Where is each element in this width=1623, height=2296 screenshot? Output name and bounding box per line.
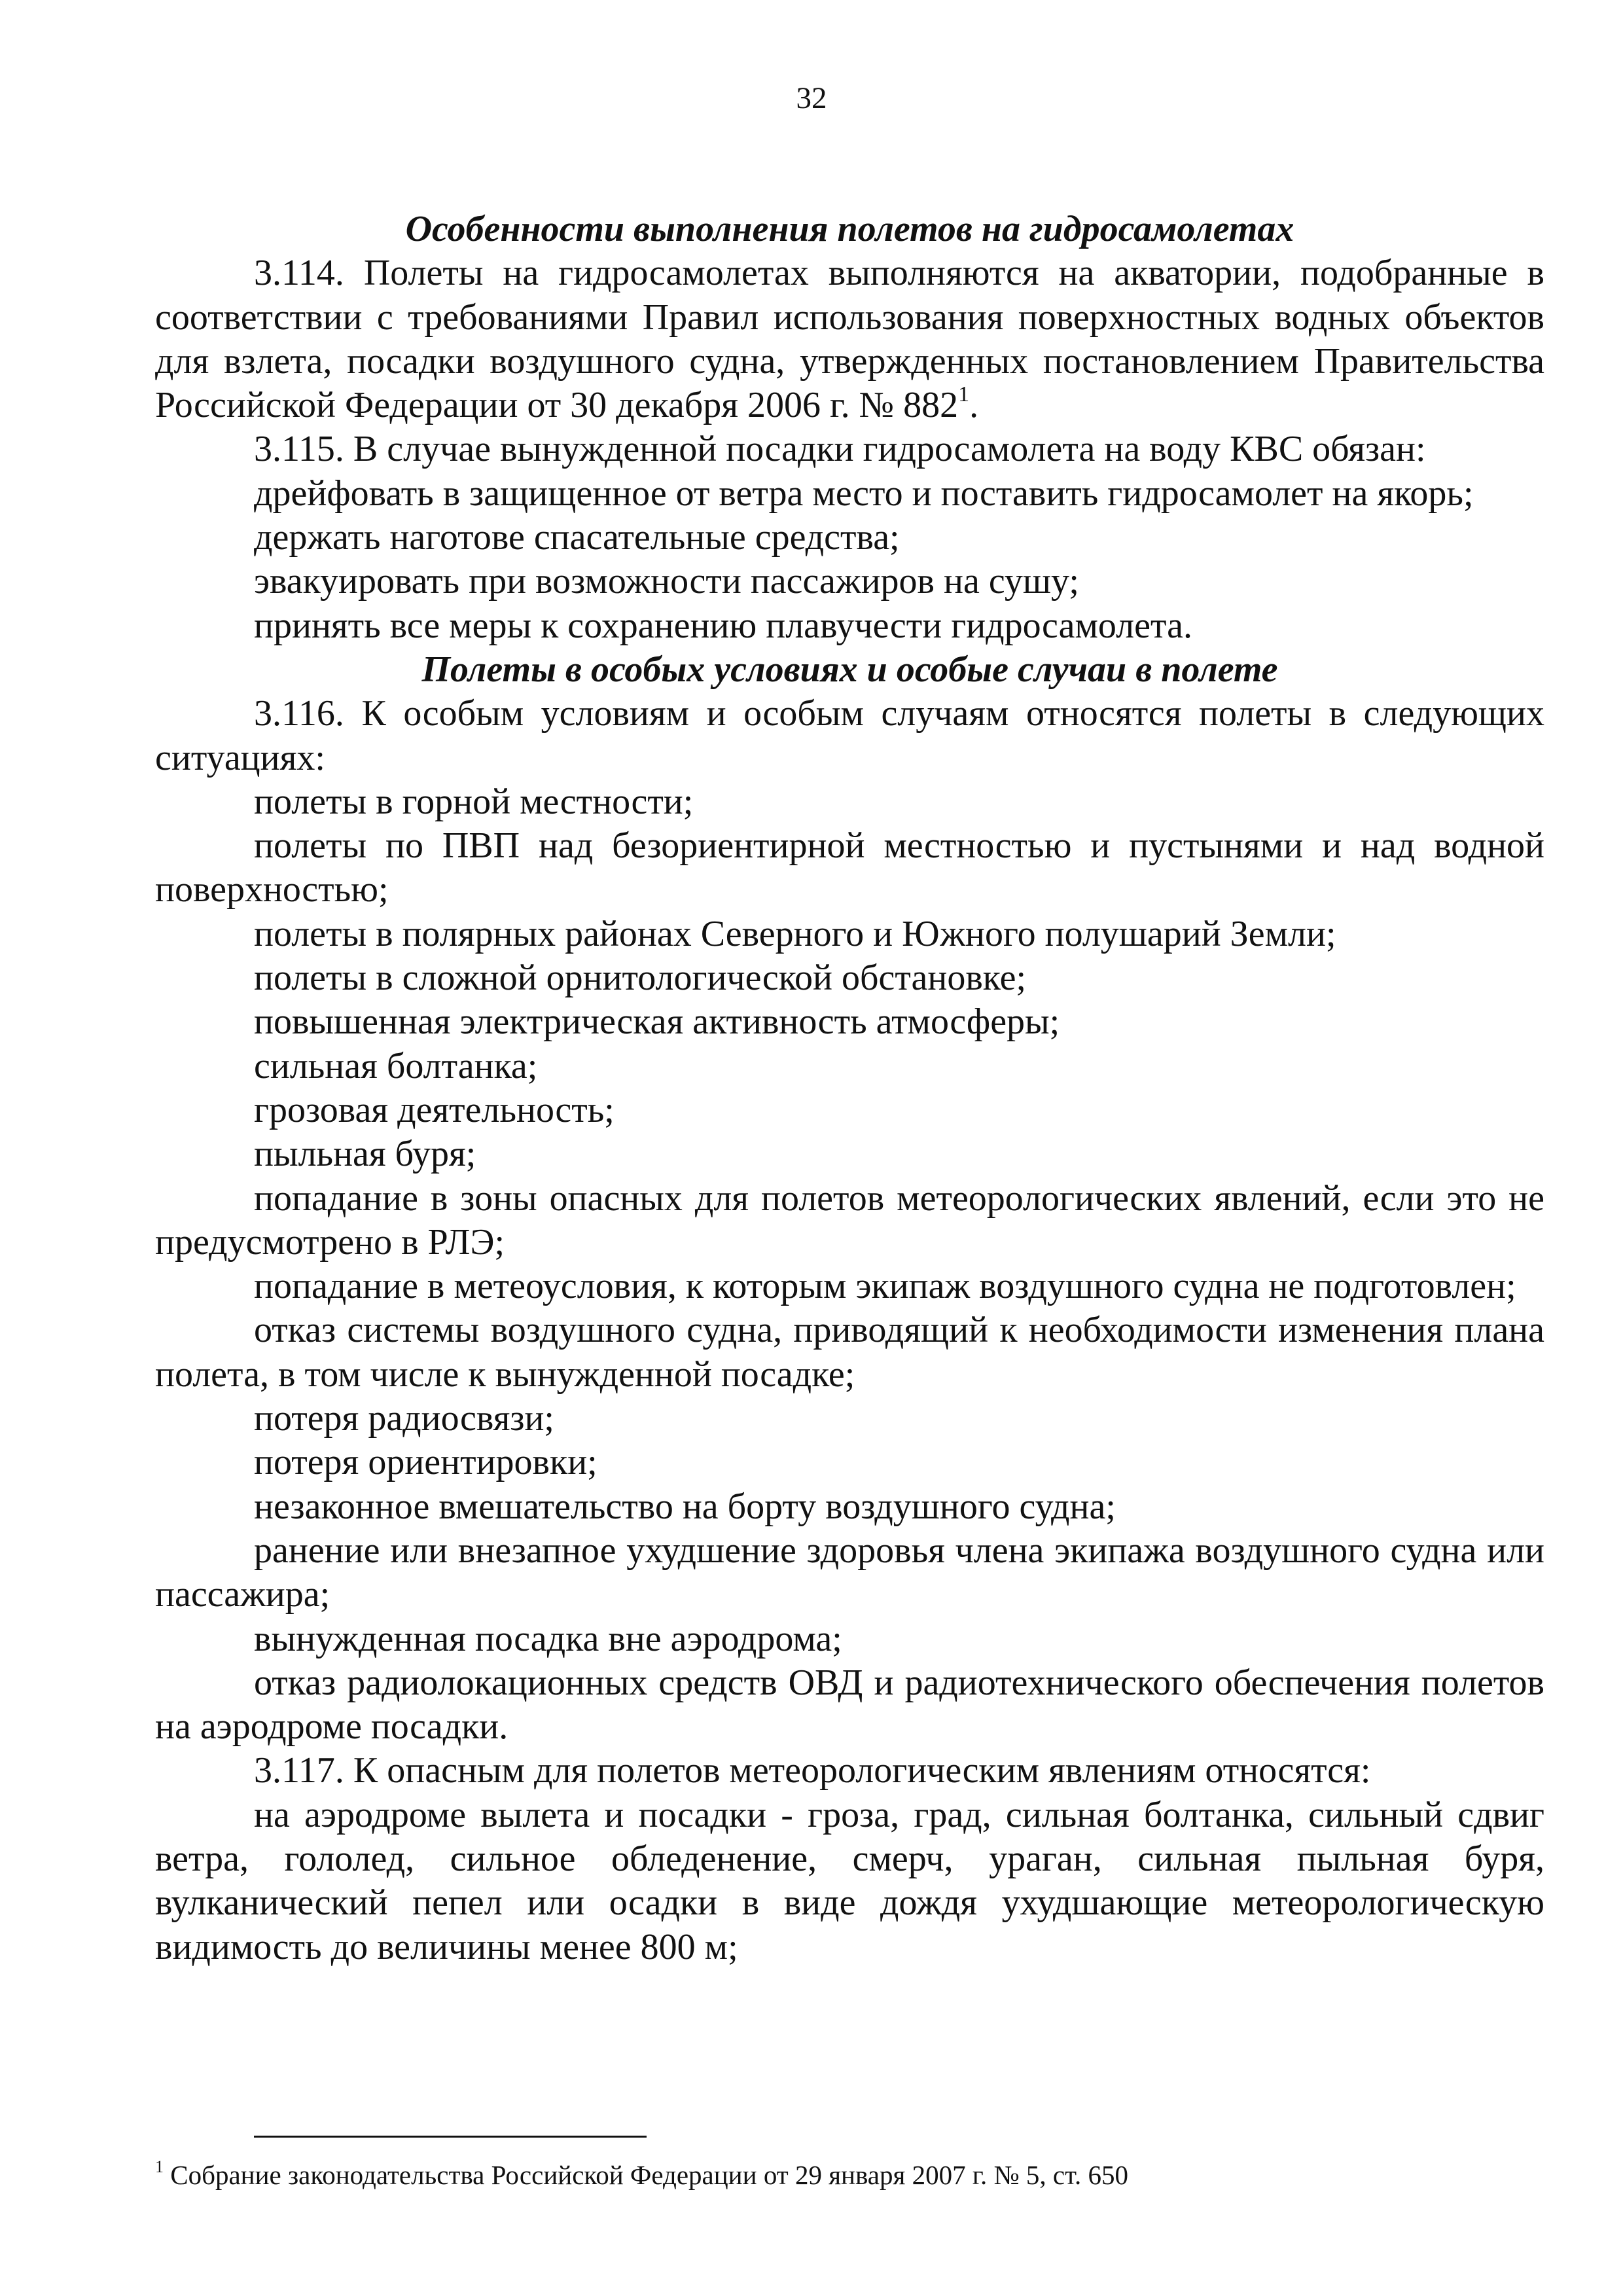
list-item: эвакуировать при возможности пассажиров на сушу; — [254, 561, 1079, 602]
list-item: пыльная буря; — [254, 1134, 476, 1175]
footnote-marker: 1 — [155, 2157, 164, 2176]
footnote-separator — [254, 2136, 647, 2138]
list-item: принять все меры к сохранению плавучести гидросамолета. — [254, 605, 1192, 646]
document-body — [155, 207, 1544, 1969]
list-item: сильная болтанка; — [254, 1045, 538, 1086]
list-item: полеты в сложной орнитологической обстановке; — [254, 958, 1027, 999]
list-item: повышенная электрическая активность атмосферы; — [254, 1001, 1060, 1043]
paragraph-3-114 — [155, 251, 1544, 427]
list-item: держать наготове спасательные средства; — [254, 517, 900, 558]
paragraph-3-117: 3.117. К опасным для полетов метеорологическим явлениям относятся: — [254, 1750, 1371, 1791]
paragraph-3-114-end: . — [969, 385, 979, 426]
paragraph-3-116: 3.116. К особым условиям и особым случаям относятся полеты в следующих ситуациях: — [155, 693, 1544, 778]
list-item: дрейфовать в защищенное от ветра место и поставить гидросамолет на якорь; — [254, 473, 1474, 514]
list-item: грозовая деятельность; — [254, 1089, 615, 1130]
list-item: отказ системы воздушного судна, приводящий к необходимости изменения плана полета, в том числе к вынужденной посадке; — [155, 1310, 1544, 1395]
list-item: полеты по ПВП над безориентирной местностью и пустынями и над водной поверхностью; — [155, 825, 1544, 910]
list-item: попадание в метеоусловия, к которым экипаж воздушного судна не подготовлен; — [254, 1266, 1516, 1307]
list-item: ранение или внезапное ухудшение здоровья члена экипажа воздушного судна или пассажира; — [155, 1530, 1544, 1615]
footnote-reference[interactable]: 1 — [958, 382, 970, 407]
paragraph-3-115: 3.115. В случае вынужденной посадки гидросамолета на воду КВС обязан: — [254, 429, 1426, 470]
footnote — [155, 2158, 1544, 2192]
list-item: полеты в горной местности; — [254, 781, 694, 822]
footnote-text: Собрание законодательства Российской Федерации от 29 января 2007 г. № 5, ст. 650 — [164, 2160, 1128, 2190]
paragraph-3-114-text: 3.114. Полеты на гидросамолетах выполняются на акватории, подобранные в соответствии с требованиями Правил использования поверхностных водных объектов для взлета, посадки воздушного судна, утвержденных постановлением Правительства Российской Федерации от 30 декабря 2006 г. № 882 — [155, 253, 1544, 426]
list-item: попадание в зоны опасных для полетов метеорологических явлений, если это не предусмотрено в РЛЭ; — [155, 1177, 1544, 1263]
list-item: отказ радиолокационных средств ОВД и радиотехнического обеспечения полетов на аэродроме посадки. — [155, 1662, 1544, 1748]
section-heading-seaplanes: Особенности выполнения полетов на гидросамолетах — [405, 209, 1294, 249]
list-item: вынужденная посадка вне аэродрома; — [254, 1618, 842, 1659]
paragraph-3-117-item: на аэродроме вылета и посадки - гроза, град, сильная болтанка, сильный сдвиг ветра, гололед, сильное обледенение, смерч, ураган, сильная пыльная буря, вулканический пепел или осадки в виде дождя ухудшающие метеорологическую видимость до величины менее 800 м; — [155, 1794, 1544, 1967]
list-item: незаконное вмешательство на борту воздушного судна; — [254, 1486, 1116, 1527]
section-heading-special-conditions: Полеты в особых условиях и особые случаи в полете — [421, 649, 1278, 690]
page-number: 32 — [796, 81, 827, 115]
list-item: потеря ориентировки; — [254, 1442, 597, 1483]
list-item: потеря радиосвязи; — [254, 1398, 554, 1439]
list-item: полеты в полярных районах Северного и Южного полушарий Земли; — [254, 913, 1336, 954]
